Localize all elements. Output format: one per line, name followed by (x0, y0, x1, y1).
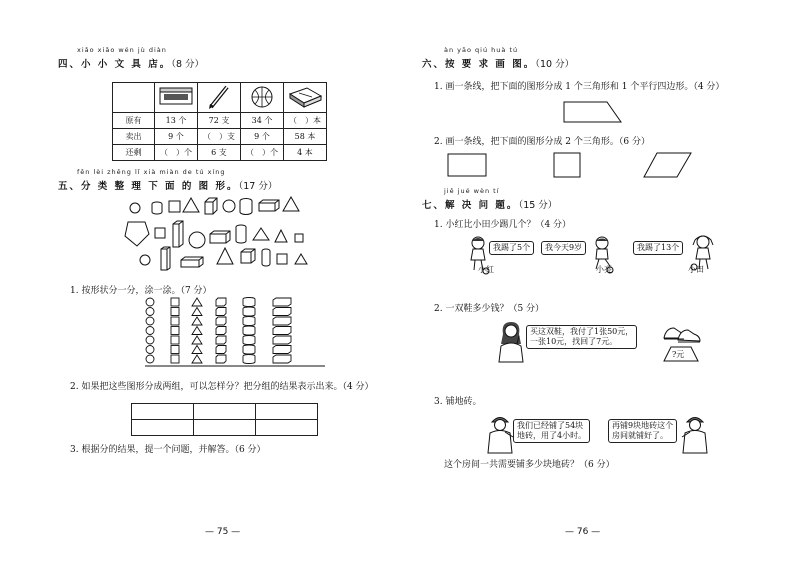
table-cell: （ ）支 (198, 129, 241, 145)
rectangle-shape (447, 153, 489, 179)
sec4-points: （8 分） (171, 59, 205, 70)
tally-shape[interactable] (216, 336, 226, 344)
tally-shape[interactable] (216, 355, 226, 363)
table-corner (113, 83, 155, 113)
tally-shape[interactable] (192, 308, 202, 316)
tally-shape[interactable] (171, 355, 179, 363)
tally-shape[interactable] (192, 317, 202, 325)
pen-icon (198, 83, 241, 113)
table-cell: 72 支 (198, 113, 241, 129)
tally-shape[interactable] (192, 355, 202, 363)
tally-shape[interactable] (273, 336, 291, 344)
tally-shape[interactable] (273, 298, 291, 306)
table-cell: 13 个 (155, 113, 198, 129)
sec7-q3-question: 这个房间一共需要铺多少块地砖？（6 分） (444, 460, 615, 470)
tally-shape[interactable] (243, 307, 255, 316)
right-page (400, 0, 800, 566)
parallelogram-shape (643, 152, 693, 180)
tally-shape[interactable] (216, 327, 226, 335)
tally-shape[interactable] (171, 327, 179, 335)
speech-bubble-worker-right (608, 419, 677, 443)
worker-right-figure (680, 413, 710, 453)
sec5-points: （17 分） (238, 181, 278, 192)
square-shape (553, 152, 583, 180)
speech-bubble-xiaohong: 我踢了5个 (489, 241, 534, 255)
tile-left-line2: 地砖，用了4小时。 (517, 431, 587, 440)
sec7-q1: 1. 小红比小田少踢几个？（4 分） (434, 220, 572, 230)
shoes-icon (662, 322, 702, 344)
sec4-heading (58, 56, 204, 70)
name-xiaoliang: 小亮 (596, 265, 612, 274)
sec6-q1: 1. 画一条线，把下面的图形分成 1 个三角形和 1 个平行四边形。（4 分） (434, 82, 725, 92)
tile-right-line1: 再铺9块地砖这个 (612, 421, 674, 430)
tally-shape[interactable] (146, 308, 154, 316)
tally-shape[interactable] (146, 327, 154, 335)
tally-shape[interactable] (243, 336, 255, 345)
speech-bubble-worker-left (513, 419, 590, 443)
sec5-q3: 3. 根据分的结果，提一个问题，并解答。（6 分） (70, 445, 266, 455)
answer-cell[interactable] (194, 404, 256, 420)
tally-shape[interactable] (192, 346, 202, 354)
table-row (113, 113, 327, 129)
tally-shape[interactable] (171, 336, 179, 344)
sec7-heading (422, 197, 557, 211)
tally-shape[interactable] (146, 346, 154, 354)
page-number-76: — 76 — (565, 527, 601, 537)
sec7-pinyin: jiě jué wèn tí (444, 187, 500, 195)
sec6-heading (422, 56, 574, 70)
tally-shape[interactable] (273, 317, 291, 325)
sec6-q2: 2. 画一条线，把下面的图形分成 2 个三角形。（6 分） (434, 137, 650, 147)
tally-shape[interactable] (243, 317, 255, 326)
tally-shape[interactable] (171, 308, 179, 316)
sec7-points: （15 分） (518, 200, 558, 211)
tally-shape[interactable] (146, 317, 154, 325)
sec5-title: 五、分 类 整 理 下 面 的 图 形。 (58, 181, 239, 192)
woman-buyer-figure (495, 320, 527, 362)
table-row (132, 420, 318, 436)
table-cell: 4 本 (284, 145, 327, 161)
tally-shape[interactable] (171, 298, 179, 306)
tally-shape[interactable] (273, 308, 291, 316)
worker-left-figure (485, 413, 515, 453)
shape-tally-grid (145, 297, 325, 367)
table-cell: （ ）本 (284, 113, 327, 129)
name-xiaohong: 小红 (478, 265, 494, 274)
sec5-heading (58, 178, 277, 192)
tally-shape[interactable] (192, 327, 202, 335)
table-row (113, 129, 327, 145)
shoe-line2: 一张10元，找回了7元。 (530, 337, 618, 346)
speech-bubble-xiaoliang: 我今天9岁 (541, 241, 586, 255)
sec6-title: 六、按 要 求 画 图。 (422, 59, 536, 70)
table-cell: 34 个 (241, 113, 284, 129)
page-number-75: — 75 — (205, 527, 241, 537)
tile-right-line2: 房间就铺好了。 (612, 431, 668, 440)
tile-left-line1: 我们已经铺了54块 (517, 421, 584, 430)
row-label: 原有 (113, 113, 155, 129)
sec4-title: 四、小 小 文 具 店。 (58, 59, 172, 70)
tally-shape[interactable] (216, 346, 226, 354)
speech-bubble-shoe-price (526, 325, 637, 349)
tally-shape[interactable] (216, 298, 226, 306)
sec7-q3: 3. 铺地砖。 (434, 397, 482, 407)
pencil-case-icon (155, 83, 198, 113)
sec4-pinyin: xiǎo xiǎo wén jù diàn (77, 46, 167, 54)
answer-cell[interactable] (132, 420, 194, 436)
tally-shape[interactable] (171, 317, 179, 325)
stationery-table (112, 82, 327, 161)
table-row (132, 404, 318, 420)
tally-shape[interactable] (273, 355, 291, 363)
shoe-line1: 买这双鞋，我付了1张50元， (530, 327, 634, 336)
tally-shape[interactable] (243, 355, 255, 364)
tally-shape[interactable] (171, 346, 179, 354)
tally-shape[interactable] (192, 298, 202, 306)
tally-shape[interactable] (273, 327, 291, 335)
sec6-points: （10 分） (535, 59, 575, 70)
sec5-q1: 1. 按形状分一分，涂一涂。（7 分） (70, 286, 212, 296)
table-cell: 58 本 (284, 129, 327, 145)
table-cell: 9 个 (155, 129, 198, 145)
price-tag-label: ?元 (672, 350, 685, 359)
answer-cell[interactable] (256, 420, 318, 436)
sec5-q2: 2. 如果把这些图形分成两组，可以怎样分？把分组的结果表示出来。（4 分） (70, 382, 374, 392)
answer-cell[interactable] (256, 404, 318, 420)
sec5-pinyin: fēn lèi zhěng lǐ xià miàn de tú xíng (77, 168, 226, 176)
table-cell: （ ）个 (241, 145, 284, 161)
tally-shape[interactable] (146, 298, 154, 306)
book-icon (284, 83, 327, 113)
shape-collection-figure (125, 194, 325, 274)
tally-shape[interactable] (192, 336, 202, 344)
row-label: 还剩 (113, 145, 155, 161)
answer-cell[interactable] (194, 420, 256, 436)
grouping-answer-table (131, 403, 318, 436)
table-cell: （ ）个 (155, 145, 198, 161)
tally-shape[interactable] (273, 346, 291, 354)
tally-shape[interactable] (243, 345, 255, 354)
name-xiaotian: 小田 (688, 265, 704, 274)
tally-shape[interactable] (216, 317, 226, 325)
tally-shape[interactable] (243, 298, 255, 307)
trapezoid-shape (563, 101, 623, 123)
table-cell: 9 个 (241, 129, 284, 145)
row-label: 卖出 (113, 129, 155, 145)
sec7-q2: 2. 一双鞋多少钱？（5 分） (434, 304, 545, 314)
table-row (113, 145, 327, 161)
basketball-icon (241, 83, 284, 113)
tally-shape[interactable] (146, 355, 154, 363)
tally-shape[interactable] (216, 308, 226, 316)
tally-shape[interactable] (146, 336, 154, 344)
sec7-title: 七、解 决 问 题。 (422, 200, 519, 211)
answer-cell[interactable] (132, 404, 194, 420)
table-cell: 6 支 (198, 145, 241, 161)
tally-shape[interactable] (243, 326, 255, 335)
speech-bubble-xiaotian: 我踢了13个 (633, 241, 683, 255)
sec6-pinyin: àn yāo qiú huà tú (444, 46, 519, 54)
